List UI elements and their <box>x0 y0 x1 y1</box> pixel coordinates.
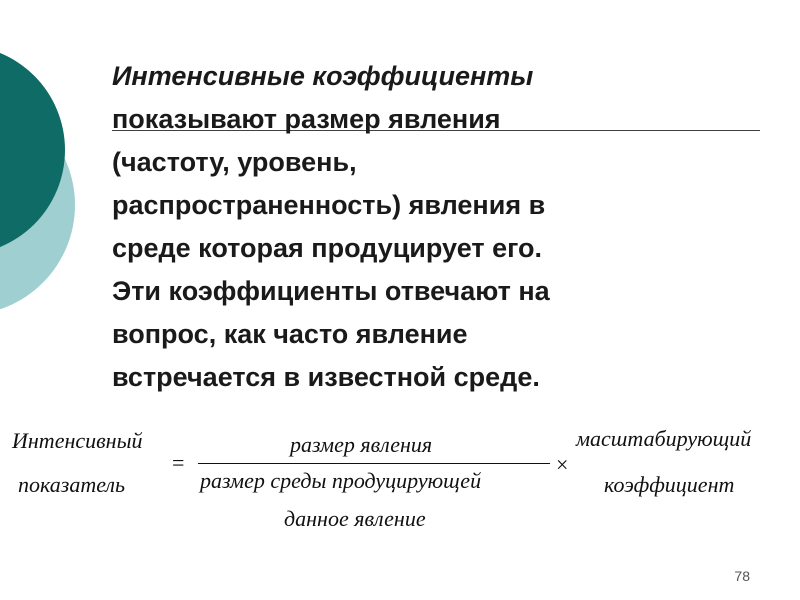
body-line: распространенность) явления в <box>112 190 546 220</box>
body-line: встречается в известной среде. <box>112 362 540 392</box>
body-line: Эти коэффициенты отвечают на <box>112 276 550 306</box>
formula-times: × <box>556 452 569 477</box>
formula-equals: = <box>172 450 185 475</box>
formula-factor-line2: коэффициент <box>604 472 735 497</box>
formula-lhs-line2: показатель <box>18 472 126 497</box>
formula-numerator: размер явления <box>290 432 433 457</box>
decorative-circles <box>0 0 120 420</box>
fraction-bar <box>198 463 550 464</box>
formula-denominator: размер среды продуцирующей <box>200 468 482 493</box>
body-line: среде которая продуцирует его. <box>112 233 542 263</box>
slide-body <box>112 55 762 399</box>
body-line: показывают размер явления <box>112 104 501 134</box>
intensity-formula <box>0 420 800 540</box>
page-number: 78 <box>734 568 750 584</box>
body-line: (частоту, уровень, <box>112 147 357 177</box>
formula-denominator-continued: данное явление <box>284 506 426 531</box>
formula-lhs-line1: Интенсивный <box>12 428 143 453</box>
formula-factor-line1: масштабирующий <box>576 426 752 451</box>
slide-title: Интенсивные коэффициенты <box>112 61 534 91</box>
body-line: вопрос, как часто явление <box>112 319 468 349</box>
